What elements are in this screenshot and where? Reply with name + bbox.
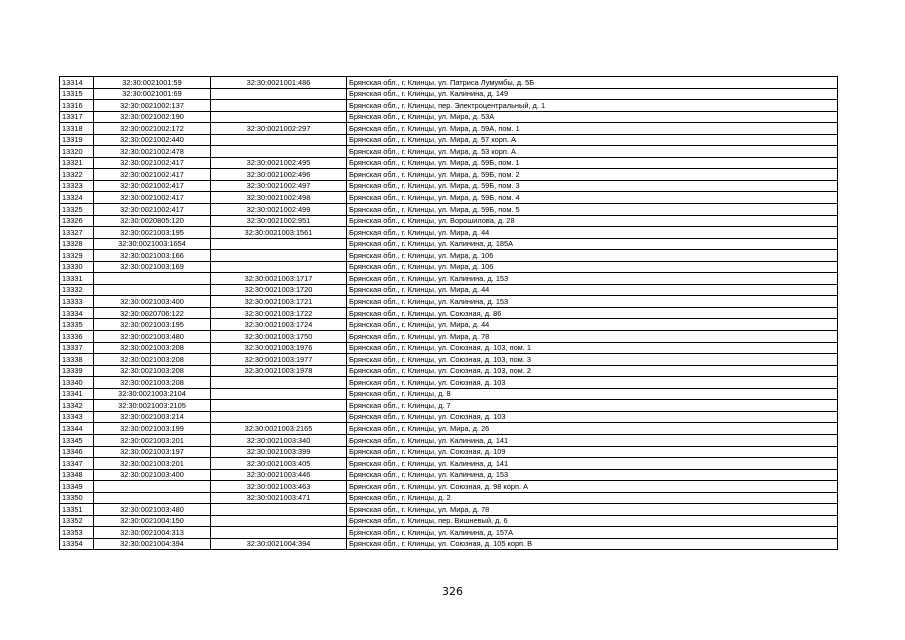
address-cell: Брянская обл., г. Клинцы, ул. Калинина, д. 149 <box>347 88 838 100</box>
address-cell: Брянская обл., г. Клинцы, ул. Союзная, д. 86 <box>347 307 838 319</box>
row-number-cell: 13344 <box>60 423 94 435</box>
row-number-cell: 13315 <box>60 88 94 100</box>
address-cell: Брянская обл., г. Клинцы, ул. Мира, д. 26 <box>347 423 838 435</box>
address-cell: Брянская обл., г. Клинцы, ул. Союзная, д. 103 <box>347 377 838 389</box>
row-number-cell: 13351 <box>60 504 94 516</box>
related-cadastral-number-cell: 32:30:0021003:1750 <box>211 331 347 343</box>
row-number-cell: 13350 <box>60 492 94 504</box>
related-cadastral-number-cell <box>211 504 347 516</box>
table-row <box>60 77 838 89</box>
row-number-cell: 13337 <box>60 342 94 354</box>
cadastral-number-cell: 32:30:0021003:166 <box>94 250 211 262</box>
address-cell: Брянская обл., г. Клинцы, ул. Патриса Лумумбы, д. 5Б <box>347 77 838 89</box>
table-row <box>60 458 838 470</box>
cadastral-number-cell: 32:30:0021003:195 <box>94 227 211 239</box>
table-row <box>60 446 838 458</box>
table-row <box>60 307 838 319</box>
cadastral-number-cell: 32:30:0021003:208 <box>94 354 211 366</box>
cadastral-number-cell: 32:30:0021002:417 <box>94 192 211 204</box>
related-cadastral-number-cell: 32:30:0021004:394 <box>211 538 347 550</box>
cadastral-number-cell: 32:30:0021004:150 <box>94 515 211 527</box>
table-row <box>60 527 838 539</box>
table-row <box>60 273 838 285</box>
related-cadastral-number-cell: 32:30:0021003:1561 <box>211 227 347 239</box>
address-cell: Брянская обл., г. Клинцы, ул. Мира, д. 53А <box>347 111 838 123</box>
cadastral-number-cell: 32:30:0021001:59 <box>94 77 211 89</box>
row-number-cell: 13323 <box>60 180 94 192</box>
related-cadastral-number-cell <box>211 261 347 273</box>
address-cell: Брянская обл., г. Клинцы, ул. Калинина, д. 141 <box>347 434 838 446</box>
cadastral-number-cell <box>94 273 211 285</box>
cadastral-number-cell: 32:30:0021002:417 <box>94 204 211 216</box>
row-number-cell: 13341 <box>60 388 94 400</box>
address-cell: Брянская обл., г. Клинцы, ул. Союзная, д. 103, пом. 1 <box>347 342 838 354</box>
related-cadastral-number-cell <box>211 400 347 412</box>
row-number-cell: 13346 <box>60 446 94 458</box>
row-number-cell: 13333 <box>60 296 94 308</box>
table-row <box>60 423 838 435</box>
cadastral-number-cell: 32:30:0021004:394 <box>94 538 211 550</box>
cadastral-number-cell: 32:30:0021003:195 <box>94 319 211 331</box>
row-number-cell: 13325 <box>60 204 94 216</box>
table-row <box>60 123 838 135</box>
related-cadastral-number-cell <box>211 238 347 250</box>
related-cadastral-number-cell: 32:30:0021003:1978 <box>211 365 347 377</box>
table-row <box>60 146 838 158</box>
row-number-cell: 13342 <box>60 400 94 412</box>
cadastral-number-cell: 32:30:0021002:440 <box>94 134 211 146</box>
cadastral-number-cell: 32:30:0021003:1654 <box>94 238 211 250</box>
table-row <box>60 204 838 216</box>
row-number-cell: 13352 <box>60 515 94 527</box>
related-cadastral-number-cell: 32:30:0021003:1721 <box>211 296 347 308</box>
row-number-cell: 13320 <box>60 146 94 158</box>
registry-table <box>59 76 838 550</box>
table-row <box>60 331 838 343</box>
row-number-cell: 13322 <box>60 169 94 181</box>
row-number-cell: 13317 <box>60 111 94 123</box>
cadastral-number-cell: 32:30:0021003:208 <box>94 365 211 377</box>
table-row <box>60 342 838 354</box>
cadastral-number-cell: 32:30:0021003:169 <box>94 261 211 273</box>
row-number-cell: 13332 <box>60 284 94 296</box>
cadastral-number-cell: 32:30:0021001:69 <box>94 88 211 100</box>
cadastral-number-cell: 32:30:0021003:480 <box>94 331 211 343</box>
table-row <box>60 261 838 273</box>
table-row <box>60 515 838 527</box>
table-row <box>60 388 838 400</box>
address-cell: Брянская обл., г. Клинцы, ул. Мира, д. 59Б, пом. 5 <box>347 204 838 216</box>
cadastral-number-cell: 32:30:0021003:2105 <box>94 400 211 412</box>
address-cell: Брянская обл., г. Клинцы, ул. Мира, д. 44 <box>347 227 838 239</box>
cadastral-number-cell: 32:30:0021002:417 <box>94 180 211 192</box>
table-row <box>60 296 838 308</box>
address-cell: Брянская обл., г. Клинцы, ул. Ворошилова, д. 28 <box>347 215 838 227</box>
address-cell: Брянская обл., г. Клинцы, ул. Калинина, д. 153 <box>347 273 838 285</box>
address-cell: Брянская обл., г. Клинцы, ул. Калинина, д. 153 <box>347 296 838 308</box>
cadastral-number-cell: 32:30:0020706:122 <box>94 307 211 319</box>
row-number-cell: 13335 <box>60 319 94 331</box>
cadastral-number-cell <box>94 284 211 296</box>
related-cadastral-number-cell <box>211 134 347 146</box>
table-row <box>60 134 838 146</box>
related-cadastral-number-cell <box>211 250 347 262</box>
row-number-cell: 13334 <box>60 307 94 319</box>
address-cell: Брянская обл., г. Клинцы, ул. Мира, д. 57 корп. А <box>347 134 838 146</box>
related-cadastral-number-cell: 32:30:0021003:1722 <box>211 307 347 319</box>
table-row <box>60 238 838 250</box>
cadastral-number-cell: 32:30:0021002:190 <box>94 111 211 123</box>
row-number-cell: 13343 <box>60 411 94 423</box>
table-row <box>60 192 838 204</box>
address-cell: Брянская обл., г. Клинцы, ул. Мира, д. 106 <box>347 261 838 273</box>
address-cell: Брянская обл., г. Клинцы, ул. Союзная, д. 109 <box>347 446 838 458</box>
related-cadastral-number-cell: 32:30:0021003:446 <box>211 469 347 481</box>
related-cadastral-number-cell <box>211 411 347 423</box>
cadastral-number-cell: 32:30:0021003:201 <box>94 458 211 470</box>
table-row <box>60 169 838 181</box>
address-cell: Брянская обл., г. Клинцы, ул. Союзная, д. 105 корп. В <box>347 538 838 550</box>
row-number-cell: 13338 <box>60 354 94 366</box>
row-number-cell: 13339 <box>60 365 94 377</box>
row-number-cell: 13326 <box>60 215 94 227</box>
address-cell: Брянская обл., г. Клинцы, ул. Союзная, д. 98 корп. А <box>347 481 838 493</box>
table-row <box>60 180 838 192</box>
row-number-cell: 13327 <box>60 227 94 239</box>
table-row <box>60 400 838 412</box>
related-cadastral-number-cell <box>211 377 347 389</box>
cadastral-number-cell: 32:30:0021003:199 <box>94 423 211 435</box>
row-number-cell: 13324 <box>60 192 94 204</box>
table-row <box>60 227 838 239</box>
related-cadastral-number-cell: 32:30:0021003:1720 <box>211 284 347 296</box>
related-cadastral-number-cell <box>211 388 347 400</box>
address-cell: Брянская обл., г. Клинцы, пер. Вишневый, д. 6 <box>347 515 838 527</box>
page-number: 326 <box>442 585 463 598</box>
address-cell: Брянская обл., г. Клинцы, ул. Калинина, д. 153 <box>347 469 838 481</box>
address-cell: Брянская обл., г. Клинцы, ул. Мира, д. 59А, пом. 1 <box>347 123 838 135</box>
address-cell: Брянская обл., г. Клинцы, ул. Мира, д. 44 <box>347 319 838 331</box>
table-row <box>60 284 838 296</box>
related-cadastral-number-cell: 32:30:0021003:405 <box>211 458 347 470</box>
address-cell: Брянская обл., г. Клинцы, д. 8 <box>347 388 838 400</box>
row-number-cell: 13318 <box>60 123 94 135</box>
cadastral-number-cell: 32:30:0021004:313 <box>94 527 211 539</box>
row-number-cell: 13319 <box>60 134 94 146</box>
table-row <box>60 377 838 389</box>
row-number-cell: 13328 <box>60 238 94 250</box>
cadastral-number-cell: 32:30:0020805:120 <box>94 215 211 227</box>
related-cadastral-number-cell: 32:30:0021003:2165 <box>211 423 347 435</box>
row-number-cell: 13314 <box>60 77 94 89</box>
table-row <box>60 492 838 504</box>
table-row <box>60 88 838 100</box>
related-cadastral-number-cell: 32:30:0021002:497 <box>211 180 347 192</box>
address-cell: Брянская обл., г. Клинцы, ул. Калинина, д. 141 <box>347 458 838 470</box>
row-number-cell: 13347 <box>60 458 94 470</box>
address-cell: Брянская обл., г. Клинцы, д. 2 <box>347 492 838 504</box>
address-cell: Брянская обл., г. Клинцы, ул. Мира, д. 59Б, пом. 2 <box>347 169 838 181</box>
cadastral-number-cell: 32:30:0021002:417 <box>94 169 211 181</box>
row-number-cell: 13316 <box>60 100 94 112</box>
address-cell: Брянская обл., г. Клинцы, ул. Мира, д. 44 <box>347 284 838 296</box>
cadastral-number-cell: 32:30:0021002:137 <box>94 100 211 112</box>
table-row <box>60 469 838 481</box>
related-cadastral-number-cell: 32:30:0021002:499 <box>211 204 347 216</box>
table-row <box>60 319 838 331</box>
cadastral-number-cell: 32:30:0021002:417 <box>94 157 211 169</box>
registry-table-body <box>60 77 838 550</box>
cadastral-number-cell: 32:30:0021003:197 <box>94 446 211 458</box>
address-cell: Брянская обл., г. Клинцы, ул. Союзная, д. 103 <box>347 411 838 423</box>
row-number-cell: 13336 <box>60 331 94 343</box>
related-cadastral-number-cell: 32:30:0021003:1977 <box>211 354 347 366</box>
row-number-cell: 13349 <box>60 481 94 493</box>
cadastral-number-cell: 32:30:0021003:208 <box>94 342 211 354</box>
row-number-cell: 13348 <box>60 469 94 481</box>
address-cell: Брянская обл., г. Клинцы, ул. Мира, д. 53 корп. А <box>347 146 838 158</box>
address-cell: Брянская обл., г. Клинцы, ул. Мира, д. 59Б, пом. 1 <box>347 157 838 169</box>
address-cell: Брянская обл., г. Клинцы, ул. Мира, д. 78 <box>347 331 838 343</box>
related-cadastral-number-cell <box>211 88 347 100</box>
address-cell: Брянская обл., г. Клинцы, ул. Калинина, д. 157А <box>347 527 838 539</box>
table-row <box>60 111 838 123</box>
table-row <box>60 250 838 262</box>
address-cell: Брянская обл., г. Клинцы, ул. Калинина, д. 185А <box>347 238 838 250</box>
cadastral-number-cell: 32:30:0021003:400 <box>94 296 211 308</box>
table-row <box>60 481 838 493</box>
row-number-cell: 13354 <box>60 538 94 550</box>
cadastral-number-cell: 32:30:0021003:214 <box>94 411 211 423</box>
related-cadastral-number-cell <box>211 100 347 112</box>
related-cadastral-number-cell <box>211 527 347 539</box>
cadastral-number-cell: 32:30:0021003:2104 <box>94 388 211 400</box>
table-row <box>60 157 838 169</box>
related-cadastral-number-cell: 32:30:0021003:471 <box>211 492 347 504</box>
table-row <box>60 538 838 550</box>
cadastral-number-cell: 32:30:0021003:480 <box>94 504 211 516</box>
table-row <box>60 354 838 366</box>
related-cadastral-number-cell: 32:30:0021003:1976 <box>211 342 347 354</box>
address-cell: Брянская обл., г. Клинцы, д. 7 <box>347 400 838 412</box>
cadastral-number-cell <box>94 492 211 504</box>
related-cadastral-number-cell: 32:30:0021002:951 <box>211 215 347 227</box>
related-cadastral-number-cell: 32:30:0021003:399 <box>211 446 347 458</box>
table-row <box>60 504 838 516</box>
address-cell: Брянская обл., г. Клинцы, ул. Мира, д. 59Б, пом. 3 <box>347 180 838 192</box>
address-cell: Брянская обл., г. Клинцы, ул. Союзная, д. 103, пом. 3 <box>347 354 838 366</box>
address-cell: Брянская обл., г. Клинцы, ул. Союзная, д. 103, пом. 2 <box>347 365 838 377</box>
related-cadastral-number-cell: 32:30:0021001:486 <box>211 77 347 89</box>
table-row <box>60 434 838 446</box>
cadastral-number-cell: 32:30:0021002:478 <box>94 146 211 158</box>
row-number-cell: 13345 <box>60 434 94 446</box>
table-row <box>60 215 838 227</box>
related-cadastral-number-cell: 32:30:0021003:1724 <box>211 319 347 331</box>
row-number-cell: 13331 <box>60 273 94 285</box>
row-number-cell: 13329 <box>60 250 94 262</box>
address-cell: Брянская обл., г. Клинцы, ул. Мира, д. 106 <box>347 250 838 262</box>
row-number-cell: 13340 <box>60 377 94 389</box>
cadastral-number-cell: 32:30:0021003:201 <box>94 434 211 446</box>
related-cadastral-number-cell: 32:30:0021002:496 <box>211 169 347 181</box>
related-cadastral-number-cell: 32:30:0021003:340 <box>211 434 347 446</box>
related-cadastral-number-cell: 32:30:0021003:1717 <box>211 273 347 285</box>
related-cadastral-number-cell: 32:30:0021003:463 <box>211 481 347 493</box>
cadastral-number-cell: 32:30:0021003:400 <box>94 469 211 481</box>
table-row <box>60 100 838 112</box>
related-cadastral-number-cell: 32:30:0021002:498 <box>211 192 347 204</box>
row-number-cell: 13321 <box>60 157 94 169</box>
related-cadastral-number-cell <box>211 515 347 527</box>
related-cadastral-number-cell <box>211 146 347 158</box>
address-cell: Брянская обл., г. Клинцы, пер. Электроцентральный, д. 1 <box>347 100 838 112</box>
table-row <box>60 411 838 423</box>
address-cell: Брянская обл., г. Клинцы, ул. Мира, д. 78 <box>347 504 838 516</box>
address-cell: Брянская обл., г. Клинцы, ул. Мира, д. 59Б, пом. 4 <box>347 192 838 204</box>
cadastral-number-cell: 32:30:0021003:208 <box>94 377 211 389</box>
row-number-cell: 13353 <box>60 527 94 539</box>
cadastral-number-cell <box>94 481 211 493</box>
related-cadastral-number-cell <box>211 111 347 123</box>
row-number-cell: 13330 <box>60 261 94 273</box>
related-cadastral-number-cell: 32:30:0021002:495 <box>211 157 347 169</box>
table-row <box>60 365 838 377</box>
related-cadastral-number-cell: 32:30:0021002:297 <box>211 123 347 135</box>
cadastral-number-cell: 32:30:0021002:172 <box>94 123 211 135</box>
